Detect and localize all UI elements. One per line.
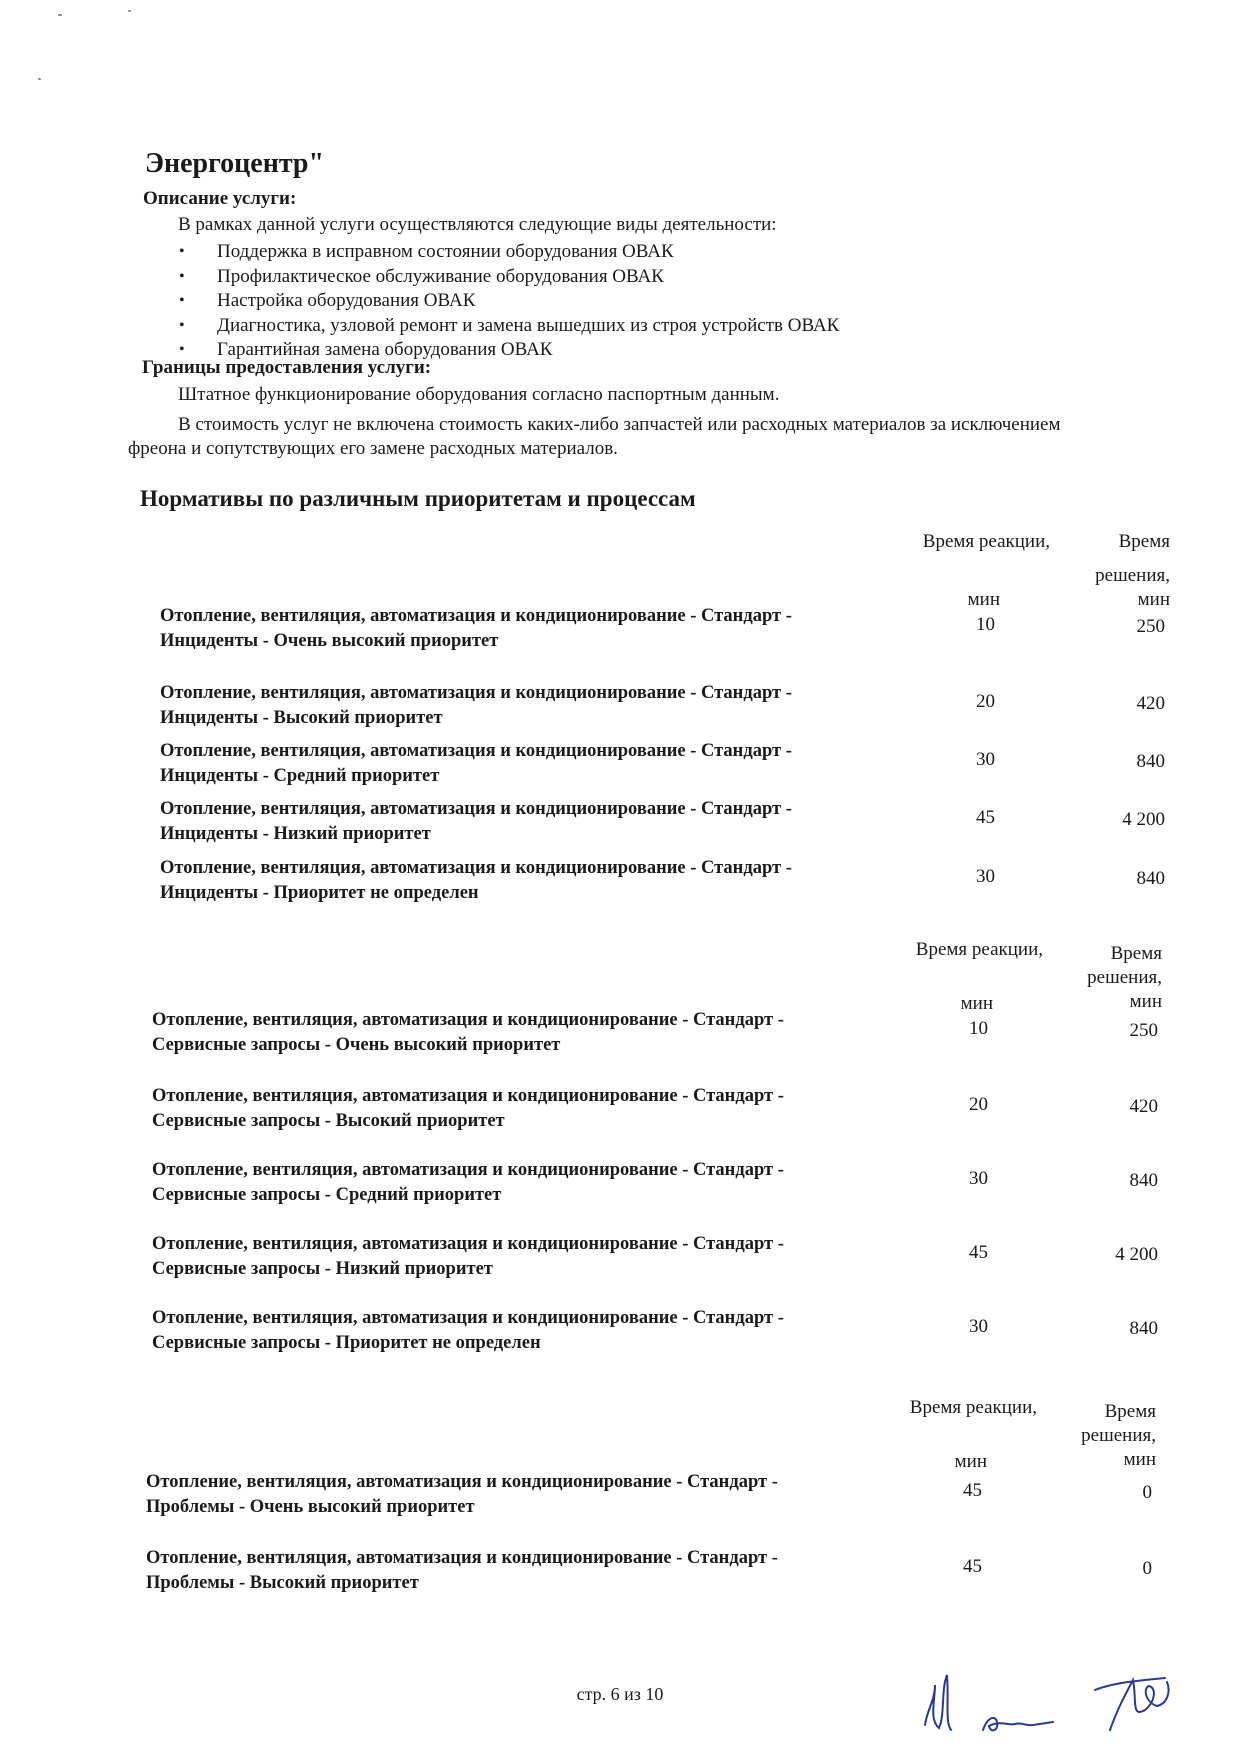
services-list-item: • Настройка оборудования ОВАК bbox=[175, 289, 839, 314]
reaction-time-header bbox=[893, 938, 1043, 962]
norm-row-label: Отопление, вентиляция, автоматизация и кондиционирование - Стандарт - Инциденты - Высокий приоритет bbox=[160, 683, 792, 728]
services-list-item: • Поддержка в исправном состоянии оборудования ОВАК bbox=[175, 240, 839, 265]
scan-artifact bbox=[128, 10, 131, 12]
norm-row-label: Отопление, вентиляция, автоматизация и кондиционирование - Стандарт - Проблемы - Очень высокий приоритет bbox=[146, 1472, 778, 1517]
norm-row-label: Отопление, вентиляция, автоматизация и кондиционирование - Стандарт - Инциденты - Очень высокий приоритет bbox=[160, 606, 792, 651]
norm-row-label: Отопление, вентиляция, автоматизация и кондиционирование - Стандарт - Инциденты - Низкий приоритет bbox=[160, 799, 792, 844]
reaction-unit-text: мин bbox=[960, 993, 993, 1014]
reaction-time-value: 45 bbox=[969, 1242, 988, 1263]
services-list bbox=[175, 240, 839, 363]
resolution-time-value: 0 bbox=[1142, 1558, 1152, 1579]
reaction-header-text: Время реакции, bbox=[922, 531, 1050, 552]
norm-row-label: Отопление, вентиляция, автоматизация и кондиционирование - Стандарт - Инциденты - Средний приоритет bbox=[160, 741, 792, 786]
reaction-header-text: Время реакции, bbox=[915, 939, 1043, 960]
reaction-time-value: 30 bbox=[969, 1316, 988, 1337]
page-number: стр. 6 из 10 bbox=[576, 1684, 664, 1704]
boundaries-text: Штатное функционирование оборудования согласно паспортным данным. bbox=[178, 384, 780, 405]
resolution-time-value: 840 bbox=[1129, 1318, 1158, 1339]
resolution-time-value: 840 bbox=[1136, 868, 1165, 889]
reaction-time-header bbox=[887, 1396, 1037, 1420]
boundaries-label: Границы предоставления услуги: bbox=[142, 357, 432, 378]
resolution-time-header bbox=[1070, 530, 1170, 612]
signature-3 bbox=[1095, 1678, 1169, 1730]
resolution-time-value: 0 bbox=[1142, 1482, 1152, 1503]
cost-note-line2: фреона и сопутствующих его замене расходных материалов. bbox=[128, 438, 618, 459]
signature-1 bbox=[925, 1675, 951, 1730]
reaction-header-text: Время реакции, bbox=[909, 1397, 1037, 1418]
resolution-header-line: Время bbox=[1104, 1401, 1156, 1422]
reaction-time-value: 30 bbox=[976, 866, 995, 887]
services-list-item: • Гарантийная замена оборудования ОВАК bbox=[175, 338, 839, 363]
resolution-time-value: 420 bbox=[1136, 693, 1165, 714]
norm-row-label: Отопление, вентиляция, автоматизация и кондиционирование - Стандарт - Сервисные запросы - Средний приоритет bbox=[152, 1160, 784, 1205]
reaction-unit-header bbox=[920, 588, 1000, 612]
resolution-time-value: 840 bbox=[1129, 1170, 1158, 1191]
resolution-header-line: мин bbox=[1129, 991, 1162, 1012]
reaction-time-value: 10 bbox=[969, 1018, 988, 1039]
resolution-time-header bbox=[1062, 942, 1162, 1014]
norm-row-label: Отопление, вентиляция, автоматизация и кондиционирование - Стандарт - Сервисные запросы - Высокий приоритет bbox=[152, 1086, 784, 1131]
services-list-item: • Профилактическое обслуживание оборудования ОВАК bbox=[175, 265, 839, 290]
reaction-unit-header bbox=[913, 992, 993, 1016]
resolution-header-line: Время bbox=[1110, 943, 1162, 964]
signature-2 bbox=[983, 1718, 1053, 1731]
reaction-time-value: 20 bbox=[969, 1094, 988, 1115]
reaction-unit-header bbox=[907, 1450, 987, 1474]
resolution-time-value: 840 bbox=[1136, 751, 1165, 772]
services-list-item: • Диагностика, узловой ремонт и замена вышедших из строя устройств ОВАК bbox=[175, 314, 839, 339]
reaction-time-value: 45 bbox=[963, 1556, 982, 1577]
description-intro: В рамках данной услуги осуществляются следующие виды деятельности: bbox=[178, 214, 777, 235]
resolution-header-line: Время bbox=[1118, 531, 1170, 552]
norms-section-title: Нормативы по различным приоритетам и процессам bbox=[140, 486, 696, 511]
reaction-unit-text: мин bbox=[967, 589, 1000, 610]
resolution-time-header bbox=[1056, 1400, 1156, 1472]
resolution-header-line: мин bbox=[1137, 589, 1170, 610]
resolution-time-value: 4 200 bbox=[1115, 1244, 1158, 1265]
resolution-header-line: решения, bbox=[1081, 1425, 1156, 1446]
resolution-header-line: решения, bbox=[1087, 967, 1162, 988]
reaction-time-value: 20 bbox=[976, 691, 995, 712]
resolution-header-line: решения, bbox=[1095, 565, 1170, 586]
resolution-time-value: 4 200 bbox=[1122, 809, 1165, 830]
description-label: Описание услуги: bbox=[143, 188, 297, 209]
reaction-time-value: 30 bbox=[969, 1168, 988, 1189]
scan-artifact bbox=[38, 78, 41, 80]
norm-row-label: Отопление, вентиляция, автоматизация и кондиционирование - Стандарт - Сервисные запросы - Очень высокий приоритет bbox=[152, 1010, 784, 1055]
reaction-time-value: 45 bbox=[976, 807, 995, 828]
reaction-time-value: 30 bbox=[976, 749, 995, 770]
reaction-unit-text: мин bbox=[954, 1451, 987, 1472]
scan-artifact bbox=[58, 14, 62, 16]
norm-row-label: Отопление, вентиляция, автоматизация и кондиционирование - Стандарт - Сервисные запросы - Низкий приоритет bbox=[152, 1234, 784, 1279]
reaction-time-value: 45 bbox=[963, 1480, 982, 1501]
reaction-time-header bbox=[900, 530, 1050, 554]
cost-note-line1: В стоимость услуг не включена стоимость каких-либо запчастей или расходных материалов за исключением bbox=[178, 414, 1061, 435]
norm-row-label: Отопление, вентиляция, автоматизация и кондиционирование - Стандарт - Сервисные запросы - Приоритет не определен bbox=[152, 1308, 784, 1353]
document-title: Энергоцентр" bbox=[145, 148, 325, 179]
norm-row-label: Отопление, вентиляция, автоматизация и кондиционирование - Стандарт - Инциденты - Приоритет не определен bbox=[160, 858, 792, 903]
signature-marks bbox=[905, 1630, 1205, 1740]
resolution-time-value: 250 bbox=[1129, 1020, 1158, 1041]
reaction-time-value: 10 bbox=[976, 614, 995, 635]
resolution-time-value: 420 bbox=[1129, 1096, 1158, 1117]
resolution-time-value: 250 bbox=[1136, 616, 1165, 637]
norm-row-label: Отопление, вентиляция, автоматизация и кондиционирование - Стандарт - Проблемы - Высокий приоритет bbox=[146, 1548, 778, 1593]
resolution-header-line: мин bbox=[1123, 1449, 1156, 1470]
